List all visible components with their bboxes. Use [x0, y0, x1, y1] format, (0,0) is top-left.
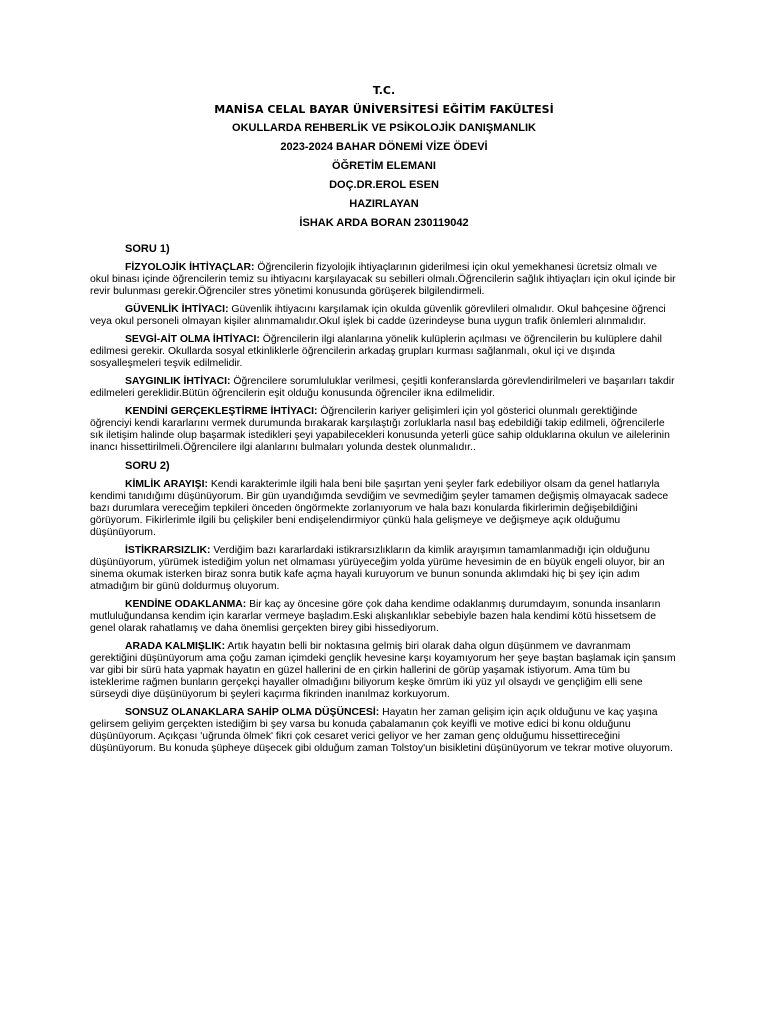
document-header — [0, 84, 768, 236]
paragraph-self-focus — [90, 599, 678, 635]
paragraph-physiological-needs — [90, 262, 678, 298]
paragraph-text: Bir kaç ay öncesine göre çok daha kendime odaklanmış durumdayım, sonunda insanların mutluluğundansa kendim için kararlar vermeye başladım.Eski alışkanlıklar sebebiyle bazen hala kendimi kötü hissetsem de genel olarak rahatlamış ve daha önemlisi gerçekten birey gibi hissediyorum. — [90, 599, 661, 634]
paragraph-safety-needs — [90, 304, 678, 328]
paragraph-instability — [90, 545, 678, 593]
paragraph-title: SONSUZ OLANAKLARA SAHİP OLMA DÜŞÜNCESİ: — [125, 707, 380, 718]
question-2-heading: SORU 2) — [125, 460, 170, 472]
paragraph-belonging-needs — [90, 334, 678, 370]
student-name-number: İSHAK ARDA BORAN 230119042 — [299, 217, 469, 229]
instructor-name: DOÇ.DR.EROL ESEN — [329, 179, 439, 191]
paragraph-esteem-needs — [90, 376, 678, 400]
paragraph-infinite-possibilities — [90, 707, 678, 755]
paragraph-text: Artık hayatın belli bir noktasına gelmiş biri olarak daha olgun düşünmem ve davranmam gerektiğini düşünüyorum ama çoğu zaman içimdeki gençlik hevesine karşı koyamıyorum her şeye baştan başlamak için şansım var gibi bir sürü hata yapmak hayatın en güzel hallerini de en çirkin hallerini de görüp yaşamak istiyorum. Ama tüm bu isteklerime rağmen bunların gerçekçi hayaller olmadığını biliyorum keşke ömrüm iki yüz yıl olsaydı ve gençliğim elli sene sürseydi diye düşünüyorum bi şeyleri kaçırma fikrinden inanılmaz korkuyorum. — [90, 641, 676, 700]
paragraph-text: Kendi karakterimle ilgili hala beni bile şaşırtan yeni şeyler fark edebiliyor olsam da genel hatlarıyla kendimi tanıdığımı düşünüyorum. Bir gün uyandığımda sevdiğim ve sevmediğim şeyler tamamen değişmiş olmayacak sadece bazı durumlara vereceğim tepkileri önceden öngörmekte zorlanıyorum ve hala bazı konularda fikirlerimin değişebildiğini görüyorum. Fikirlerimle ilgili bu çelişkiler beni endişelendirmiyor çünkü hala gelişmeye ve değişmeye açık olduğumu düşünüyorum. — [90, 479, 669, 538]
instructor-label: ÖĞRETİM ELEMANI — [332, 160, 436, 172]
paragraph-title: KENDİNİ GERÇEKLEŞTİRME İHTİYACI: — [125, 406, 318, 417]
paragraph-self-actualization-needs — [90, 406, 678, 454]
question-1-heading: SORU 1) — [125, 243, 170, 255]
paragraph-title: SAYGINLIK İHTİYACI: — [125, 376, 231, 387]
paragraph-text: Öğrencilerin fizyolojik ihtiyaçlarının giderilmesi için okul yemekhanesi ücretsiz olmalı ve okul binası içinde öğrencilerin temiz su ihtiyacını karşılayacak su sebilleri olmalı.Öğrencilerin sağlık ihtiyaçları için okul içinde bir revir bulunması gerekir.Öğrenciler stres yönetimi konusunda görüşerek bilgilendirmeli. — [90, 262, 676, 297]
paragraph-in-between — [90, 641, 678, 701]
paragraph-title: KENDİNE ODAKLANMA: — [125, 599, 247, 610]
university-name: MANİSA CELAL BAYAR ÜNİVERSİTESİ EĞİTİM FAKÜLTESİ — [214, 103, 554, 116]
paragraph-title: KİMLİK ARAYIŞI: — [125, 479, 208, 490]
paragraph-title: İSTİKRARSIZLIK: — [125, 545, 211, 556]
prepared-by-label: HAZIRLAYAN — [349, 198, 419, 210]
paragraph-text: Verdiğim bazı kararlardaki istikrarsızlıkların da kimlik arayışımın tamamlanmadığı için olduğunu düşünüyorum, yürümek istediğim yolun net olmaması yürüyeceğim yolda yürüme hevesimin de en büyük engeli oluyor, bir an sinema okumak isterken biraz sonra butik kafe açma hayali kuruyorum ve bunun sonunda aklımdaki hiç bi şey için adım atmadığım bir günü doldurmuş oluyorum. — [90, 545, 665, 592]
term-title: 2023-2024 BAHAR DÖNEMİ VİZE ÖDEVİ — [280, 141, 488, 153]
paragraph-identity-search — [90, 479, 678, 539]
paragraph-title: GÜVENLİK İHTİYACI: — [125, 304, 229, 315]
document-body — [90, 243, 678, 761]
paragraph-text: Öğrencilerin ilgi alanlarına yönelik kulüplerin açılması ve öğrencilerin bu kulüplere dahil edilmesi gerekir. Okullarda sosyal etkinliklerle öğrencilerin arkadaş grupları kurması sağlanmalı, okul içi ve dışında sosyalleşmeleri teşvik edilmelidir. — [90, 334, 662, 369]
tc-heading: T.C. — [372, 84, 396, 97]
paragraph-title: ARADA KALMIŞLIK: — [125, 641, 226, 652]
department-name: OKULLARDA REHBERLİK VE PSİKOLOJİK DANIŞMANLIK — [232, 122, 536, 134]
paragraph-text: Öğrencilerin kariyer gelişimleri için yol gösterici olunmalı gerektiğinde öğrenciyi kendi kararlarını vermek durumunda bırakarak karşılaştığı zorluklarla nasıl baş edebildiği takip edilmeli, öğrencilerle sık iletişim halinde olup başarmak istedikleri şeyi yapabilecekleri konusunda yeterli güce sahip olduklarına okulun ve ailelerinin inancı hissettirilmeli.Öğrencilere ilgi alanlarını bulmaları yolunda destek olunmalıdır.. — [90, 406, 670, 453]
paragraph-title: FİZYOLOJİK İHTİYAÇLAR: — [125, 262, 255, 273]
paragraph-title: SEVGİ-AİT OLMA İHTİYACI: — [125, 334, 260, 345]
paragraph-text: Hayatın her zaman gelişim için açık olduğunu ve kaç yaşına gelirsem geliyim gerçekten istediğim bi şey varsa bu konuda çabalamanın çok keyifli ve motive edici bi konu olduğunu düşünüyorum. Açıkçası 'uğrunda ölmek' fikri çok cesaret verici geliyor ve her zaman genç olduğumu hissettireceğini düşünüyorum. Bu konuda şüpheye düşecek gibi olduğum zaman Tolstoy'un bisikletini düşünüyorum ve tekrar motive oluyorum. — [90, 707, 673, 754]
paragraph-text: Güvenlik ihtiyacını karşılamak için okulda güvenlik görevlileri olmalıdır. Okul bahçesine öğrenci veya okul personeli olmayan kişiler alınmamalıdır.Okul işlek bi cadde üzerindeyse buna uygun trafik önlemleri alınmalıdır. — [90, 304, 666, 327]
paragraph-text: Öğrencilere sorumluluklar verilmesi, çeşitli konferanslarda görevlendirilmeleri ve başarıları takdir edilmeleri gereklidir.Bütün öğrencilerin eşit olduğu konusunda öğrenciler ikna edilmelidir. — [90, 376, 675, 399]
